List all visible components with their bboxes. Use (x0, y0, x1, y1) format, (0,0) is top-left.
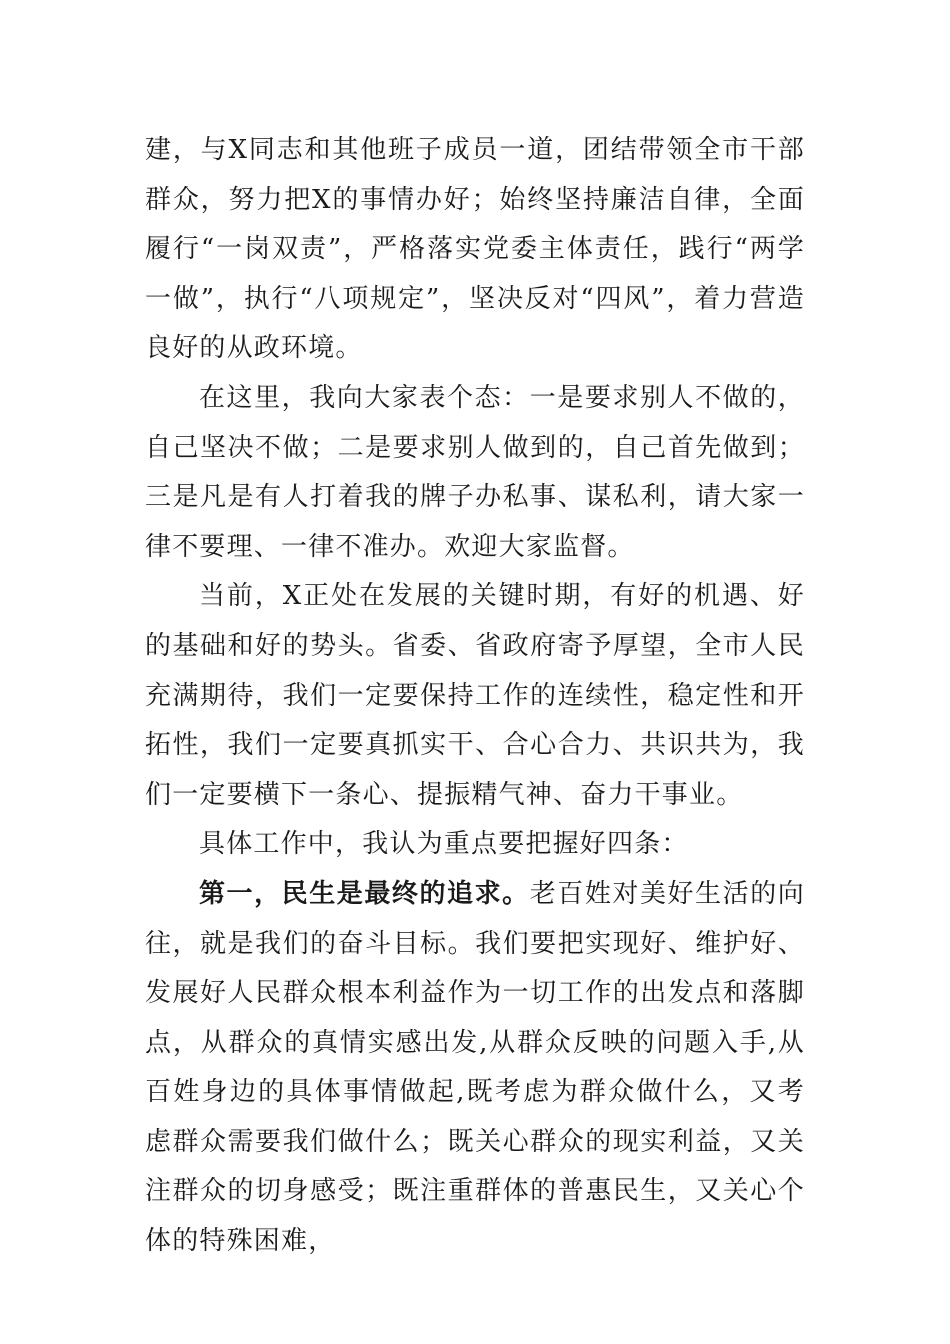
document-body (145, 126, 805, 1267)
paragraph-4: 具体工作中，我认为重点要把握好四条： (199, 829, 689, 860)
paragraph-3: 当前，X正处在发展的关键时期，有好的机遇、好的基础和好的势头。省委、省政府寄予厚望，全市人民充满期待，我们一定要保持工作的连续性，稳定性和开拓性，我们一定要真抓实干、合心合力、共识共为，我们一定要横下一条心、提振精气神、奋力干事业。 (145, 581, 805, 810)
paragraph-2: 在这里，我向大家表个态：一是要求别人不做的，自己坚决不做；二是要求别人做到的，自己首先做到；三是凡是有人打着我的牌子办私事、谋私利，请大家一律不要理、一律不准办。欢迎大家监督。 (145, 382, 805, 562)
paragraph-5-heading: 第一，民生是最终的追求。 (199, 878, 530, 909)
paragraph-5-text: 老百姓对美好生活的向往，就是我们的奋斗目标。我们要把实现好、维护好、发展好人民群众根本利益作为一切工作的出发点和落脚点，从群众的真情实感出发,从群众反映的问题入手,从百姓身边的具体事情做起,既考虑为群众做什么，又考虑群众需要我们做什么；既关心群众的现实利益，又关注群众的切身感受；既注重群体的普惠民生，又关心个体的特殊困难， (145, 878, 805, 1257)
paragraph-1: 建，与X同志和其他班子成员一道，团结带领全市干部群众，努力把X的事情办好；始终坚持廉洁自律，全面履行“一岗双责”，严格落实党委主体责任，践行“两学一做”，执行“八项规定”，坚决反对“四风”，着力营造良好的从政环境。 (145, 135, 805, 364)
paragraph-5 (145, 870, 805, 1267)
